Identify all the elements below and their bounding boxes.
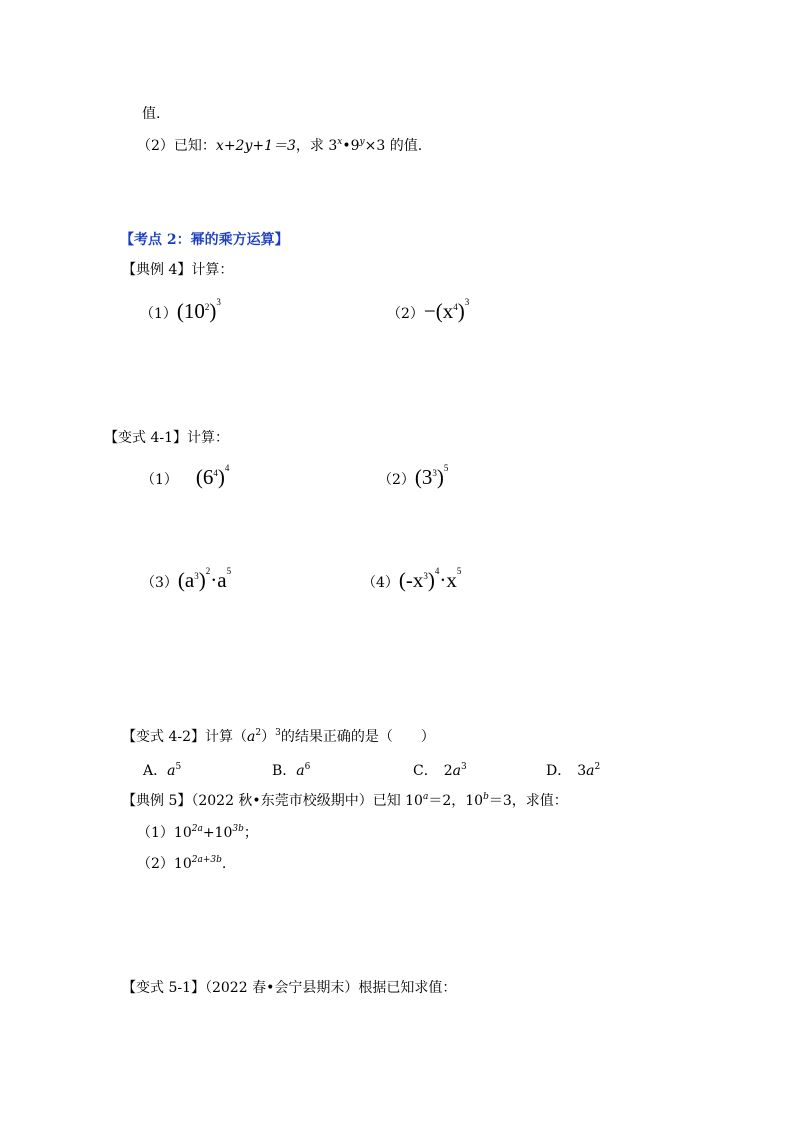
text-segment: •9 <box>342 138 360 154</box>
text-segment: （1）10 <box>137 825 192 841</box>
option-c <box>413 760 467 780</box>
section-heading: 【考点 2：幂的乘方运算】 <box>120 232 289 248</box>
variant-4-1-part-1 <box>141 465 229 490</box>
variable: a <box>452 763 461 779</box>
option-label: D． <box>546 763 572 779</box>
exponent: a <box>422 792 429 802</box>
part-label: （2） <box>387 306 424 322</box>
exponent: 2 <box>255 728 262 738</box>
equation: x+2y+1＝3 <box>215 138 296 154</box>
option-label: A． <box>143 763 168 779</box>
close-paren: ) <box>436 465 444 489</box>
base: (a <box>177 568 195 592</box>
power-expression <box>178 568 231 592</box>
text-segment: 【变式 4-2】计算（ <box>122 729 247 745</box>
text-segment: 的结果正确的是（ ） <box>280 729 435 745</box>
continuation-text: 值. <box>142 106 161 122</box>
close-paren: ) <box>427 568 435 592</box>
option-d <box>546 760 600 780</box>
exponent: y <box>359 137 365 147</box>
text-segment: +10 <box>202 825 233 841</box>
text-segment: ） <box>261 729 276 745</box>
exponent: 2a+3b <box>191 855 222 865</box>
inner-exponent: 4 <box>453 302 458 312</box>
base: −(x <box>423 299 454 323</box>
text-segment: （2）10 <box>137 856 192 872</box>
text-segment: ，求 3 <box>295 138 338 154</box>
power-expression <box>415 465 449 489</box>
option-label: C． <box>413 763 438 779</box>
option-label: B． <box>272 763 297 779</box>
outer-exponent: 3 <box>216 297 221 307</box>
text-segment: 【典例 5】（2022 秋•东莞市校级期中）已知 10 <box>122 793 423 809</box>
variant-4-1-heading: 【变式 4-1】计算： <box>104 430 229 446</box>
text-segment: ＝2，10 <box>428 793 484 809</box>
variant-4-1-part-4 <box>362 568 461 593</box>
exponent: 5 <box>175 762 182 772</box>
exponent: x <box>337 137 343 147</box>
part-label: （1） <box>140 306 177 322</box>
outer-exponent: 4 <box>434 566 440 576</box>
example-5-part-2 <box>137 853 226 873</box>
multiplier: ·a <box>210 568 227 592</box>
example-4-part-2 <box>387 299 469 324</box>
inner-exponent: 3 <box>432 468 437 478</box>
text-segment: . <box>221 856 227 872</box>
problem-label: （2）已知： <box>137 138 216 154</box>
inner-exponent: 3 <box>194 571 199 581</box>
exponent: 6 <box>304 762 311 772</box>
example-5-heading <box>122 790 568 810</box>
base: (6 <box>195 465 214 489</box>
outer-exponent: 3 <box>464 297 470 307</box>
variable: a <box>247 729 256 745</box>
example-5-part-1 <box>137 822 258 842</box>
outer-exponent: 2 <box>205 566 211 576</box>
exponent: b <box>483 792 489 802</box>
last-exponent: 5 <box>226 566 232 576</box>
variable: a <box>296 763 305 779</box>
exponent: 2 <box>594 762 601 772</box>
example-4-part-1 <box>140 299 221 324</box>
power-expression <box>424 299 469 323</box>
outer-exponent: 5 <box>443 463 449 473</box>
outer-exponent: 4 <box>224 463 230 473</box>
coefficient: 2 <box>443 763 453 779</box>
option-a <box>143 760 181 780</box>
base: (10 <box>176 299 205 323</box>
text-segment: ； <box>243 825 258 841</box>
close-paren: ) <box>198 568 206 592</box>
variant-4-1-part-2 <box>378 465 448 490</box>
exponent: 3b <box>232 824 244 834</box>
close-paren: ) <box>209 299 217 323</box>
problem-2-text <box>137 135 422 155</box>
variable: a <box>586 763 595 779</box>
base: (-x <box>398 568 424 592</box>
power-expression <box>196 465 230 489</box>
inner-exponent: 2 <box>204 302 210 312</box>
multiplier: ·x <box>439 568 457 592</box>
variant-5-1-heading: 【变式 5-1】（2022 春•会宁县期末）根据已知求值： <box>122 980 457 996</box>
text-segment: ×3 的值. <box>364 138 423 154</box>
variant-4-2-question <box>122 726 435 746</box>
base: (3 <box>414 465 433 489</box>
variant-4-1-part-3 <box>141 568 231 593</box>
option-b <box>272 760 310 780</box>
last-exponent: 5 <box>456 566 462 576</box>
inner-exponent: 3 <box>423 571 428 581</box>
power-expression <box>177 299 221 323</box>
variable: a <box>167 763 176 779</box>
part-label: （3） <box>141 575 178 591</box>
exponent: 3 <box>461 762 467 772</box>
part-label: （1） <box>141 472 178 488</box>
close-paren: ) <box>217 465 225 489</box>
example-4-heading: 【典例 4】计算： <box>122 262 234 278</box>
inner-exponent: 4 <box>213 468 218 478</box>
coefficient: 3 <box>577 763 587 779</box>
part-label: （4） <box>362 575 399 591</box>
exponent: 3 <box>275 728 281 738</box>
close-paren: ) <box>457 299 465 323</box>
exponent: 2a <box>191 824 203 834</box>
power-expression <box>399 568 462 592</box>
part-label: （2） <box>378 472 415 488</box>
text-segment: ＝3，求值： <box>488 793 568 809</box>
